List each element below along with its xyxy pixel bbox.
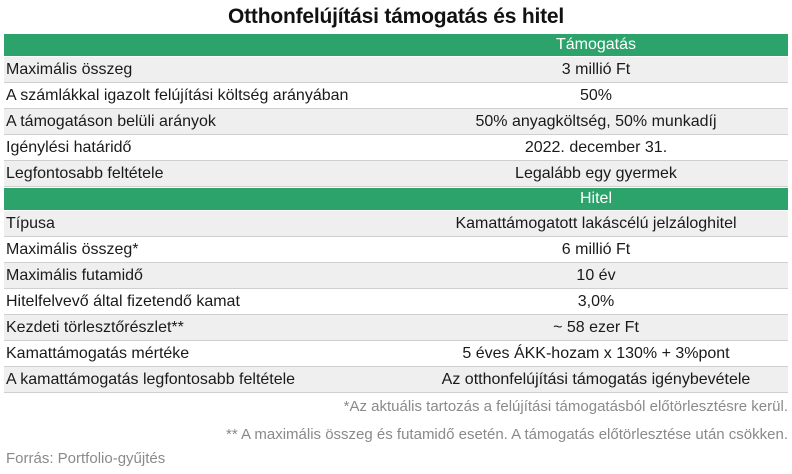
table-row	[4, 367, 788, 393]
section-header-loan	[4, 188, 788, 210]
table-row	[4, 135, 788, 161]
row-label: A kamattámogatás legfontosabb feltétele	[6, 371, 296, 388]
table-row	[4, 57, 788, 83]
section-header-support-label: Támogatás	[555, 36, 637, 53]
row-label: A számlákkal igazolt felújítási költség arányában	[6, 87, 349, 104]
section-header-support	[4, 34, 788, 56]
row-label: Maximális futamidő	[6, 267, 143, 284]
row-label: A támogatáson belüli arányok	[6, 113, 216, 130]
footnote: ** A maximális összeg és futamidő esetén. A támogatás előtörlesztése után csökken.	[226, 426, 788, 443]
row-label: Kezdeti törlesztőrészlet**	[6, 319, 184, 336]
row-value: 5 éves ÁKK-hozam x 130% + 3%pont	[462, 345, 730, 362]
table-row	[4, 211, 788, 237]
row-value: 3,0%	[577, 293, 615, 310]
row-value: Az otthonfelújítási támogatás igénybevétele	[441, 371, 751, 388]
row-value: 50%	[579, 87, 613, 104]
row-label: Igénylési határidő	[6, 139, 132, 156]
row-value: Kamattámogatott lakáscélú jelzáloghitel	[455, 215, 737, 232]
row-value: ~ 58 ezer Ft	[553, 319, 639, 336]
table-row	[4, 237, 788, 263]
row-label: Hitelfelvevő által fizetendő kamat	[6, 293, 240, 310]
row-value: 6 millió Ft	[561, 241, 631, 258]
section-header-loan-label: Hitel	[579, 190, 612, 207]
table-row	[4, 341, 788, 367]
footnote: *Az aktuális tartozás a felújítási támogatásból előtörlesztésre kerül.	[343, 398, 788, 415]
table-row	[4, 315, 788, 341]
row-value: Legalább egy gyermek	[515, 165, 677, 182]
source-note: Forrás: Portfolio-gyűjtés	[6, 450, 166, 467]
page-title: Otthonfelújítási támogatás és hitel	[227, 5, 565, 28]
row-label: Maximális összeg*	[6, 241, 139, 258]
row-value: 2022. december 31.	[524, 139, 668, 156]
row-value: 10 év	[576, 267, 616, 284]
table-row	[4, 161, 788, 187]
table-row	[4, 109, 788, 135]
table-row	[4, 83, 788, 109]
row-label: Típusa	[6, 215, 55, 232]
row-label: Legfontosabb feltétele	[6, 165, 164, 182]
row-label: Maximális összeg	[6, 61, 133, 78]
row-value: 50% anyagköltség, 50% munkadíj	[475, 113, 717, 130]
table-row	[4, 263, 788, 289]
row-label: Kamattámogatás mértéke	[6, 345, 190, 362]
row-value: 3 millió Ft	[561, 61, 631, 78]
table-row	[4, 289, 788, 315]
